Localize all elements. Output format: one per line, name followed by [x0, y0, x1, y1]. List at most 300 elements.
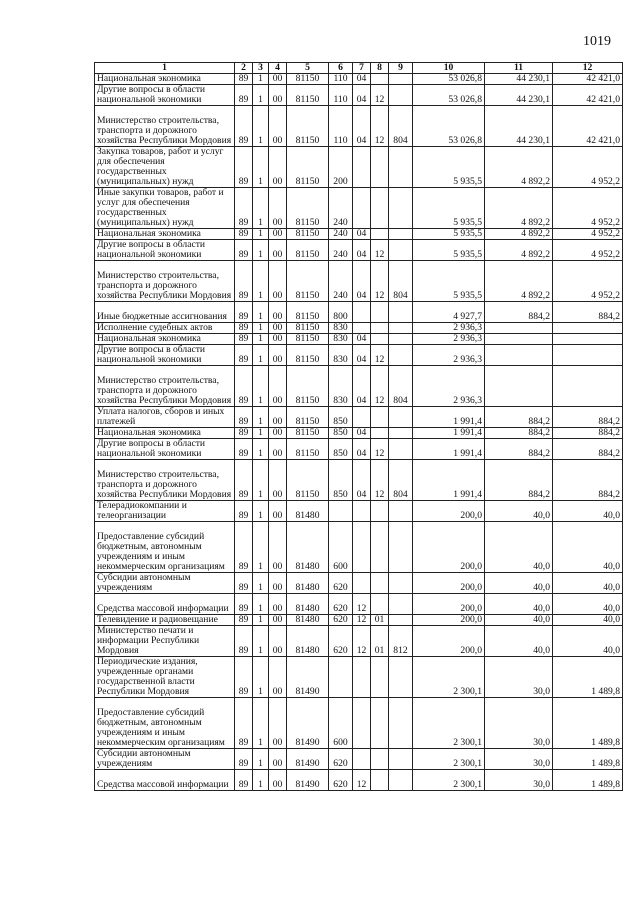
amount-cell: 44 230,1 — [485, 74, 553, 85]
code-cell: 1 — [253, 85, 269, 106]
amount-cell: 200,0 — [413, 615, 485, 626]
code-cell: 00 — [269, 770, 287, 791]
column-header: 8 — [371, 63, 389, 74]
column-header: 6 — [329, 63, 353, 74]
code-cell: 81490 — [287, 770, 329, 791]
amount-cell: 1 991,4 — [413, 407, 485, 428]
code-cell — [371, 407, 389, 428]
code-cell — [371, 428, 389, 439]
code-cell: 04 — [353, 240, 371, 261]
code-cell: 89 — [235, 334, 253, 345]
table-row — [95, 302, 623, 323]
code-cell: 110 — [329, 85, 353, 106]
column-header: 3 — [253, 63, 269, 74]
code-cell: 81150 — [287, 85, 329, 106]
amount-cell: 40,0 — [553, 626, 623, 657]
code-cell: 81150 — [287, 106, 329, 147]
code-cell — [329, 657, 353, 698]
column-header: 2 — [235, 63, 253, 74]
code-cell: 600 — [329, 698, 353, 749]
code-cell — [389, 147, 413, 188]
code-cell: 1 — [253, 428, 269, 439]
code-cell: 81490 — [287, 657, 329, 698]
code-cell — [371, 229, 389, 240]
code-cell — [353, 573, 371, 594]
code-cell: 81150 — [287, 439, 329, 460]
code-cell: 850 — [329, 460, 353, 501]
amount-cell — [553, 366, 623, 407]
code-cell: 89 — [235, 657, 253, 698]
row-name: Предоставление субсидий бюджетным, автономным учреждениям и иным некоммерческим организациям — [95, 522, 235, 573]
code-cell: 1 — [253, 522, 269, 573]
amount-cell: 30,0 — [485, 770, 553, 791]
code-cell: 89 — [235, 261, 253, 302]
row-name: Национальная экономика — [95, 74, 235, 85]
amount-cell: 30,0 — [485, 657, 553, 698]
row-name: Другие вопросы в области национальной экономики — [95, 439, 235, 460]
code-cell — [329, 501, 353, 522]
amount-cell: 40,0 — [485, 615, 553, 626]
code-cell: 620 — [329, 626, 353, 657]
code-cell: 00 — [269, 698, 287, 749]
column-header: 5 — [287, 63, 329, 74]
code-cell: 1 — [253, 749, 269, 770]
row-name: Средства массовой информации — [95, 770, 235, 791]
code-cell: 1 — [253, 460, 269, 501]
amount-cell: 200,0 — [413, 594, 485, 615]
row-name: Уплата налогов, сборов и иных платежей — [95, 407, 235, 428]
code-cell: 850 — [329, 439, 353, 460]
code-cell — [389, 407, 413, 428]
code-cell — [389, 229, 413, 240]
code-cell: 00 — [269, 85, 287, 106]
table-row — [95, 147, 623, 188]
amount-cell: 884,2 — [553, 460, 623, 501]
row-name: Национальная экономика — [95, 334, 235, 345]
code-cell — [389, 240, 413, 261]
column-header: 1 — [95, 63, 235, 74]
code-cell — [389, 615, 413, 626]
amount-cell: 53 026,8 — [413, 106, 485, 147]
amount-cell — [485, 366, 553, 407]
code-cell: 1 — [253, 261, 269, 302]
code-cell — [389, 85, 413, 106]
code-cell — [353, 522, 371, 573]
table-row — [95, 522, 623, 573]
code-cell: 00 — [269, 302, 287, 323]
code-cell — [389, 302, 413, 323]
table-row — [95, 366, 623, 407]
code-cell — [389, 749, 413, 770]
code-cell: 81480 — [287, 501, 329, 522]
code-cell: 01 — [371, 615, 389, 626]
code-cell: 89 — [235, 188, 253, 229]
code-cell: 04 — [353, 334, 371, 345]
code-cell: 1 — [253, 147, 269, 188]
code-cell: 12 — [353, 626, 371, 657]
code-cell — [353, 698, 371, 749]
amount-cell: 884,2 — [553, 407, 623, 428]
amount-cell: 2 936,3 — [413, 323, 485, 334]
amount-cell: 884,2 — [553, 439, 623, 460]
table-row — [95, 229, 623, 240]
code-cell: 81150 — [287, 334, 329, 345]
code-cell — [371, 302, 389, 323]
row-name: Предоставление субсидий бюджетным, автономным учреждениям и иным некоммерческим организациям — [95, 698, 235, 749]
code-cell: 00 — [269, 501, 287, 522]
code-cell: 81150 — [287, 74, 329, 85]
table-body — [95, 74, 623, 791]
code-cell — [389, 594, 413, 615]
amount-cell — [485, 334, 553, 345]
code-cell — [389, 439, 413, 460]
code-cell: 12 — [353, 615, 371, 626]
code-cell: 81150 — [287, 323, 329, 334]
code-cell: 81150 — [287, 188, 329, 229]
column-header: 7 — [353, 63, 371, 74]
code-cell: 812 — [389, 626, 413, 657]
amount-cell: 5 935,5 — [413, 147, 485, 188]
code-cell: 12 — [353, 594, 371, 615]
amount-cell: 200,0 — [413, 573, 485, 594]
code-cell: 81490 — [287, 749, 329, 770]
code-cell: 89 — [235, 345, 253, 366]
code-cell: 04 — [353, 366, 371, 407]
amount-cell: 1 489,8 — [553, 657, 623, 698]
code-cell: 1 — [253, 106, 269, 147]
code-cell: 240 — [329, 240, 353, 261]
row-name: Субсидии автономным учреждениям — [95, 749, 235, 770]
amount-cell: 5 935,5 — [413, 261, 485, 302]
table-row — [95, 240, 623, 261]
code-cell: 89 — [235, 615, 253, 626]
code-cell: 110 — [329, 74, 353, 85]
code-cell: 12 — [371, 460, 389, 501]
code-cell — [389, 698, 413, 749]
code-cell: 89 — [235, 573, 253, 594]
table-row — [95, 698, 623, 749]
amount-cell: 42 421,0 — [553, 106, 623, 147]
code-cell — [371, 770, 389, 791]
amount-cell: 200,0 — [413, 522, 485, 573]
code-cell: 00 — [269, 74, 287, 85]
code-cell: 89 — [235, 460, 253, 501]
code-cell — [389, 522, 413, 573]
table-row — [95, 501, 623, 522]
code-cell: 1 — [253, 366, 269, 407]
code-cell — [353, 657, 371, 698]
code-cell — [389, 657, 413, 698]
amount-cell: 4 952,2 — [553, 147, 623, 188]
row-name: Периодические издания, учрежденные органами государственной власти Республики Мордовия — [95, 657, 235, 698]
code-cell: 89 — [235, 626, 253, 657]
code-cell — [353, 501, 371, 522]
code-cell: 04 — [353, 428, 371, 439]
amount-cell: 40,0 — [485, 573, 553, 594]
table-row — [95, 626, 623, 657]
code-cell: 240 — [329, 188, 353, 229]
amount-cell: 884,2 — [553, 428, 623, 439]
row-name: Национальная экономика — [95, 428, 235, 439]
code-cell — [353, 188, 371, 229]
code-cell: 830 — [329, 345, 353, 366]
amount-cell — [553, 345, 623, 366]
amount-cell: 4 952,2 — [553, 229, 623, 240]
code-cell — [353, 147, 371, 188]
code-cell — [389, 74, 413, 85]
code-cell: 81480 — [287, 626, 329, 657]
code-cell: 89 — [235, 522, 253, 573]
code-cell: 81150 — [287, 407, 329, 428]
column-header: 9 — [389, 63, 413, 74]
code-cell — [371, 573, 389, 594]
code-cell: 240 — [329, 229, 353, 240]
code-cell: 1 — [253, 698, 269, 749]
code-cell: 00 — [269, 345, 287, 366]
code-cell: 620 — [329, 594, 353, 615]
amount-cell: 30,0 — [485, 749, 553, 770]
row-name: Другие вопросы в области национальной экономики — [95, 345, 235, 366]
amount-cell: 5 935,5 — [413, 188, 485, 229]
code-cell: 00 — [269, 366, 287, 407]
code-cell: 04 — [353, 229, 371, 240]
code-cell — [389, 323, 413, 334]
amount-cell: 42 421,0 — [553, 74, 623, 85]
code-cell: 89 — [235, 323, 253, 334]
page-number: 1019 — [583, 34, 611, 49]
code-cell: 89 — [235, 106, 253, 147]
code-cell: 00 — [269, 626, 287, 657]
amount-cell: 1 991,4 — [413, 439, 485, 460]
amount-cell: 5 935,5 — [413, 229, 485, 240]
column-header: 12 — [553, 63, 623, 74]
code-cell: 89 — [235, 229, 253, 240]
table-row — [95, 770, 623, 791]
row-name: Субсидии автономным учреждениям — [95, 573, 235, 594]
code-cell — [353, 749, 371, 770]
code-cell: 89 — [235, 501, 253, 522]
code-cell: 89 — [235, 74, 253, 85]
code-cell: 81480 — [287, 594, 329, 615]
table-row — [95, 749, 623, 770]
amount-cell: 2 300,1 — [413, 657, 485, 698]
table-row — [95, 407, 623, 428]
code-cell: 240 — [329, 261, 353, 302]
code-cell — [371, 749, 389, 770]
amount-cell: 40,0 — [485, 594, 553, 615]
code-cell — [371, 323, 389, 334]
table-row — [95, 345, 623, 366]
row-name: Министерство строительства, транспорта и дорожного хозяйства Республики Мордовия — [95, 460, 235, 501]
amount-cell: 4 892,2 — [485, 261, 553, 302]
code-cell: 04 — [353, 261, 371, 302]
code-cell — [389, 188, 413, 229]
amount-cell: 2 300,1 — [413, 770, 485, 791]
amount-cell: 4 892,2 — [485, 147, 553, 188]
amount-cell: 2 936,3 — [413, 334, 485, 345]
code-cell: 620 — [329, 573, 353, 594]
row-name: Иные бюджетные ассигнования — [95, 302, 235, 323]
amount-cell: 53 026,8 — [413, 85, 485, 106]
code-cell: 600 — [329, 522, 353, 573]
code-cell: 800 — [329, 302, 353, 323]
code-cell: 00 — [269, 147, 287, 188]
code-cell: 1 — [253, 407, 269, 428]
table-row — [95, 428, 623, 439]
table-row — [95, 85, 623, 106]
row-name: Министерство строительства, транспорта и дорожного хозяйства Республики Мордовия — [95, 366, 235, 407]
code-cell — [371, 657, 389, 698]
code-cell: 81490 — [287, 698, 329, 749]
code-cell: 00 — [269, 460, 287, 501]
amount-cell: 884,2 — [485, 460, 553, 501]
amount-cell: 40,0 — [553, 573, 623, 594]
amount-cell: 40,0 — [553, 615, 623, 626]
code-cell: 804 — [389, 261, 413, 302]
code-cell: 89 — [235, 366, 253, 407]
code-cell — [353, 323, 371, 334]
header-row — [95, 63, 623, 74]
amount-cell: 200,0 — [413, 626, 485, 657]
row-name: Другие вопросы в области национальной экономики — [95, 85, 235, 106]
row-name: Телевидение и радиовещание — [95, 615, 235, 626]
code-cell: 110 — [329, 106, 353, 147]
row-name: Другие вопросы в области национальной экономики — [95, 240, 235, 261]
code-cell: 81150 — [287, 345, 329, 366]
code-cell: 1 — [253, 626, 269, 657]
code-cell: 04 — [353, 106, 371, 147]
code-cell: 1 — [253, 188, 269, 229]
amount-cell: 1 991,4 — [413, 460, 485, 501]
code-cell: 1 — [253, 302, 269, 323]
code-cell: 00 — [269, 229, 287, 240]
amount-cell: 4 892,2 — [485, 229, 553, 240]
code-cell: 89 — [235, 147, 253, 188]
code-cell: 81150 — [287, 229, 329, 240]
amount-cell: 884,2 — [485, 439, 553, 460]
code-cell — [389, 334, 413, 345]
code-cell — [371, 188, 389, 229]
table-row — [95, 106, 623, 147]
code-cell: 81480 — [287, 573, 329, 594]
code-cell: 81480 — [287, 522, 329, 573]
code-cell: 81150 — [287, 302, 329, 323]
code-cell: 804 — [389, 460, 413, 501]
code-cell — [371, 74, 389, 85]
code-cell: 830 — [329, 366, 353, 407]
code-cell: 81150 — [287, 240, 329, 261]
amount-cell: 44 230,1 — [485, 85, 553, 106]
amount-cell — [485, 345, 553, 366]
code-cell: 850 — [329, 407, 353, 428]
amount-cell: 200,0 — [413, 501, 485, 522]
code-cell: 850 — [329, 428, 353, 439]
code-cell: 89 — [235, 407, 253, 428]
code-cell: 1 — [253, 573, 269, 594]
code-cell: 830 — [329, 334, 353, 345]
amount-cell — [553, 334, 623, 345]
code-cell: 12 — [371, 240, 389, 261]
code-cell: 04 — [353, 460, 371, 501]
code-cell: 12 — [371, 366, 389, 407]
amount-cell: 884,2 — [553, 302, 623, 323]
code-cell — [389, 573, 413, 594]
code-cell: 89 — [235, 428, 253, 439]
code-cell: 00 — [269, 522, 287, 573]
code-cell: 00 — [269, 261, 287, 302]
amount-cell: 4 952,2 — [553, 188, 623, 229]
amount-cell: 40,0 — [485, 626, 553, 657]
code-cell — [371, 334, 389, 345]
code-cell: 1 — [253, 770, 269, 791]
code-cell: 04 — [353, 345, 371, 366]
amount-cell: 1 991,4 — [413, 428, 485, 439]
code-cell: 1 — [253, 345, 269, 366]
code-cell: 00 — [269, 323, 287, 334]
code-cell: 1 — [253, 615, 269, 626]
amount-cell: 40,0 — [553, 522, 623, 573]
code-cell: 1 — [253, 334, 269, 345]
code-cell: 1 — [253, 594, 269, 615]
code-cell: 12 — [371, 345, 389, 366]
code-cell: 00 — [269, 334, 287, 345]
budget-table — [94, 62, 623, 791]
amount-cell: 44 230,1 — [485, 106, 553, 147]
amount-cell: 42 421,0 — [553, 85, 623, 106]
amount-cell: 40,0 — [553, 501, 623, 522]
code-cell — [371, 594, 389, 615]
code-cell — [353, 407, 371, 428]
code-cell — [353, 302, 371, 323]
row-name: Иные закупки товаров, работ и услуг для обеспечения государственных (муниципальных) нужд — [95, 188, 235, 229]
code-cell: 1 — [253, 439, 269, 460]
row-name: Национальная экономика — [95, 229, 235, 240]
code-cell: 01 — [371, 626, 389, 657]
table-row — [95, 615, 623, 626]
code-cell: 00 — [269, 439, 287, 460]
table-row — [95, 323, 623, 334]
amount-cell: 4 892,2 — [485, 240, 553, 261]
code-cell: 12 — [353, 770, 371, 791]
code-cell: 81150 — [287, 460, 329, 501]
amount-cell: 2 936,3 — [413, 345, 485, 366]
code-cell: 00 — [269, 428, 287, 439]
code-cell: 00 — [269, 749, 287, 770]
code-cell: 00 — [269, 240, 287, 261]
row-name: Исполнение судебных актов — [95, 323, 235, 334]
amount-cell: 2 300,1 — [413, 749, 485, 770]
row-name: Министерство строительства, транспорта и дорожного хозяйства Республики Мордовия — [95, 106, 235, 147]
amount-cell: 53 026,8 — [413, 74, 485, 85]
code-cell: 89 — [235, 749, 253, 770]
amount-cell: 30,0 — [485, 698, 553, 749]
code-cell: 04 — [353, 439, 371, 460]
amount-cell: 4 892,2 — [485, 188, 553, 229]
column-header: 10 — [413, 63, 485, 74]
amount-cell: 40,0 — [553, 594, 623, 615]
code-cell: 12 — [371, 439, 389, 460]
code-cell: 1 — [253, 657, 269, 698]
code-cell: 1 — [253, 323, 269, 334]
code-cell: 1 — [253, 240, 269, 261]
code-cell: 00 — [269, 594, 287, 615]
amount-cell: 1 489,8 — [553, 749, 623, 770]
table-row — [95, 573, 623, 594]
column-header: 4 — [269, 63, 287, 74]
table-row — [95, 439, 623, 460]
amount-cell: 4 952,2 — [553, 261, 623, 302]
code-cell: 81480 — [287, 615, 329, 626]
